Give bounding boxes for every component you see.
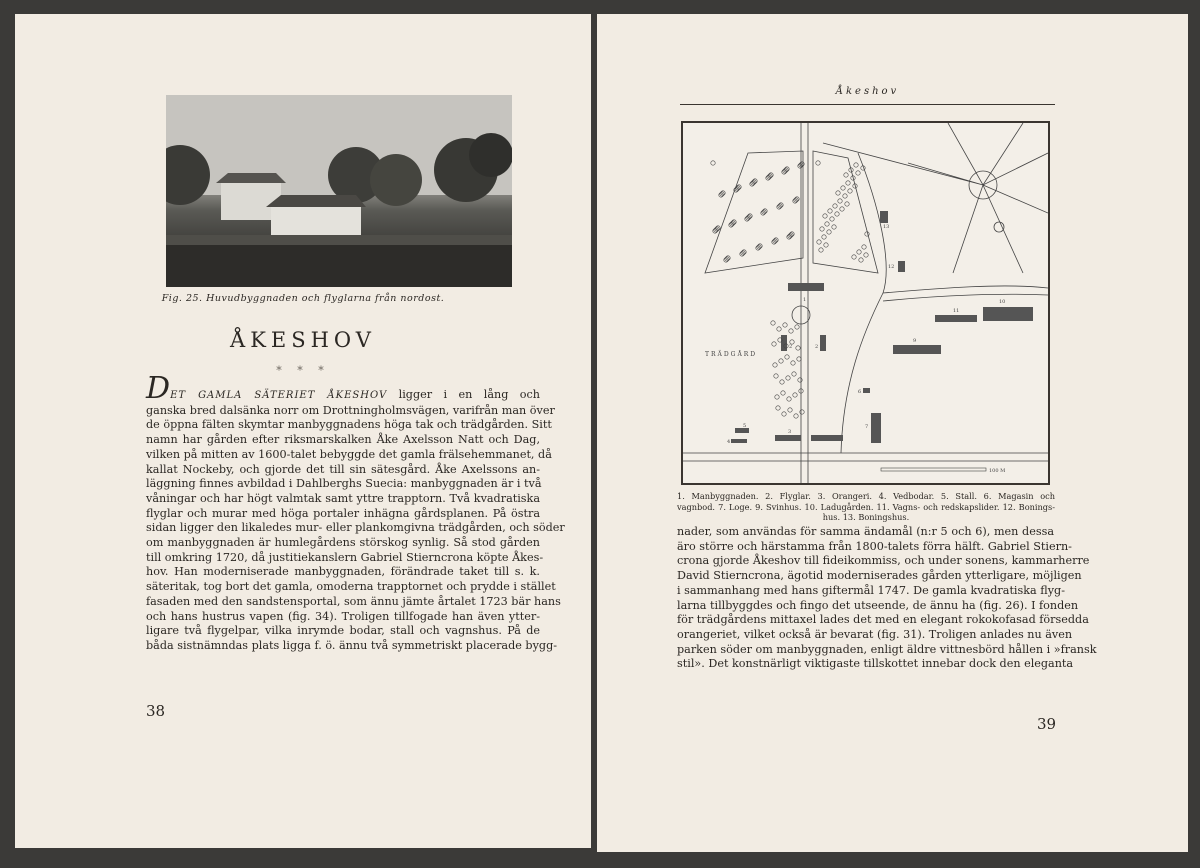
tree-mark	[841, 186, 845, 190]
scale-label: 100 M	[989, 468, 1006, 474]
tree-mark	[787, 397, 791, 401]
tree-mark	[780, 380, 784, 384]
text-line: vilken på mitten av 1600-talet bebyggde det gamla frälsehemmanet, då	[146, 447, 552, 461]
legend-line: hus. 13. Boningshus.	[822, 512, 910, 522]
text-line: flyglar och murar med höga portaler inhägna gårdsplanen. På östra	[146, 506, 540, 520]
text-line: våningar och har högt valmtak samt yttre trapptorn. Två kvadratiska	[146, 491, 540, 505]
small-caps-lead: ET GAMLA SÄTERIET ÅKESHOV	[170, 390, 388, 401]
tree-mark	[797, 357, 801, 361]
tree-mark	[848, 189, 852, 193]
text-line: David Stierncrona, ägotid moderniserades gården ytterligare, möjligen	[677, 569, 1082, 583]
map-number: 1	[803, 297, 807, 303]
text-line: i sammanhang med hans giftermål 1747. De gamla kvadratiska flyg-	[677, 583, 1065, 597]
tree-mark	[832, 225, 836, 229]
text-line: hov. Han moderniserade manbyggnaden, förändrade taket till s. k.	[146, 565, 540, 579]
map-number: 13	[883, 224, 890, 230]
left-page	[15, 14, 591, 848]
tree-mark	[776, 406, 780, 410]
tree-mark	[864, 253, 868, 257]
tree-mark	[820, 227, 824, 231]
tree-mark	[833, 204, 837, 208]
tree-mark	[857, 250, 861, 254]
tree-mark	[773, 239, 777, 243]
tree-mark	[836, 191, 840, 195]
tree-mark	[711, 161, 715, 165]
estate-map	[681, 121, 1050, 485]
page-number: 39	[1037, 715, 1057, 733]
tree-mark	[781, 391, 785, 395]
map-number: 2	[815, 344, 819, 350]
map-number: 12	[888, 264, 895, 270]
tree-mark	[794, 198, 798, 202]
tree-mark	[859, 258, 863, 262]
tree-mark	[774, 374, 778, 378]
tree-mark	[827, 230, 831, 234]
tree-mark	[720, 192, 724, 196]
running-head: Åkeshov	[835, 86, 900, 97]
text-line: larna tillbyggdes och fingo det utseende, de ännu ha (fig. 26). I fonden	[677, 598, 1079, 612]
tree-mark	[823, 214, 827, 218]
text-line: läggning finnes avbildad i Dahlberghs Suecia: manbyggnaden är i två	[146, 477, 542, 491]
tree-mark	[796, 346, 800, 350]
text-line: fasaden med den sandstensportal, som ännu jämte årtalet 1723 bär hans	[146, 594, 561, 608]
figure-caption: Fig. 25. Huvudbyggnaden och flyglarna från nordost.	[161, 293, 445, 304]
tree-mark	[838, 199, 842, 203]
tree-mark	[854, 163, 858, 167]
legend-line: 1. Manbyggnaden. 2. Flyglar. 3. Orangeri. 4. Vedbodar. 5. Stall. 6. Magasin och	[677, 491, 1055, 501]
tree-mark	[830, 217, 834, 221]
tree-mark	[819, 248, 823, 252]
text-line: säteritak, tog bort det gamla, omoderna trapptornet och prydde i stället	[146, 580, 556, 594]
tree-mark	[793, 393, 797, 397]
header-rule	[680, 104, 1055, 105]
text-line: crona gjorde Åkeshov till fideikommiss, och under sonens, kammarherre	[677, 554, 1090, 568]
text-line: sidan ligger den likaledes mur- eller plankomgivna trädgården, och söder	[146, 521, 565, 535]
tree-mark	[779, 359, 783, 363]
tree-mark	[846, 181, 850, 185]
text-line: nader, som användas för samma ändamål (n:r 5 och 6), men dessa	[677, 525, 1054, 538]
text-line: parken söder om manbyggnaden, enligt äldre vittnesbörd hållen i »fransk	[677, 642, 1097, 656]
tree-mark	[773, 363, 777, 367]
text-line: för trädgårdens mittaxel lades det med en elegant rokokofasad försedda	[677, 613, 1089, 627]
tree-mark	[865, 232, 869, 236]
tree-mark	[843, 194, 847, 198]
map-number: 4	[727, 439, 731, 445]
chapter-title: ÅKESHOV	[230, 328, 376, 352]
tree-mark	[795, 325, 799, 329]
tree-mark	[856, 171, 860, 175]
tree-mark	[852, 255, 856, 259]
left-body-text	[146, 371, 565, 654]
tree-mark	[778, 204, 782, 208]
tree-mark	[772, 342, 776, 346]
text-line: stil». Det konstnärligt viktigaste tillskottet innebar dock den eleganta	[677, 657, 1074, 671]
map-number: 3	[788, 429, 792, 435]
text-line: ganska bred dalsänka norr om Drottningholmsvägen, varifrån man över	[146, 403, 555, 417]
text-line: om manbyggnaden är humlegårdens störskog synlig. Så stod gården	[146, 536, 540, 550]
legend-line: vagnbod. 7. Loge. 9. Svinhus. 10. Ladugården. 11. Vagns- och redskapslider. 12. Bonings-	[677, 501, 1055, 512]
tree-mark	[786, 376, 790, 380]
tree-mark	[844, 173, 848, 177]
text-line: äro större och härstamma från 1800-talets förra hälft. Gabriel Stiern-	[677, 539, 1072, 553]
manor-photograph	[166, 95, 512, 287]
tree-mark	[775, 395, 779, 399]
tree-mark	[791, 361, 795, 365]
tree-mark	[741, 251, 745, 255]
map-number: 5	[743, 423, 747, 429]
tree-mark	[816, 161, 820, 165]
text-line: de öppna fälten skymtar manbyggnadens höga tak och trädgården. Sitt	[146, 418, 552, 432]
map-number: 11	[953, 308, 960, 314]
tree-mark	[800, 410, 804, 414]
tree-mark	[777, 327, 781, 331]
text-line: namn har gården efter riksmarskalken Åke Axelsson Natt och Dag,	[146, 433, 540, 447]
tree-mark	[798, 378, 802, 382]
text-line: båda sistnämndas plats ligga f. ö. ännu två symmetriskt placerade bygg-	[146, 638, 558, 652]
tree-mark	[835, 212, 839, 216]
map-legend	[677, 491, 1055, 523]
map-number: 7	[865, 424, 869, 430]
tree-mark	[822, 235, 826, 239]
tree-mark	[785, 355, 789, 359]
tree-mark	[794, 414, 798, 418]
map-number: 10	[999, 299, 1006, 305]
tree-mark	[757, 245, 761, 249]
tree-mark	[762, 210, 766, 214]
right-page	[597, 14, 1188, 852]
map-number: 2	[789, 344, 793, 350]
tree-mark	[788, 408, 792, 412]
tree-mark	[725, 257, 729, 261]
map-number: 9	[913, 338, 917, 344]
right-body-text	[677, 525, 1097, 672]
text-line: och hans hustrus vapen (fig. 34). Troligen tillfogade han även ytter-	[146, 609, 540, 623]
tree-mark	[771, 321, 775, 325]
tree-mark	[789, 329, 793, 333]
drop-cap: D	[146, 371, 171, 406]
tree-mark	[782, 412, 786, 416]
text-line: till omkring 1720, då justitiekanslern Gabriel Stierncrona köpte Åkes-	[146, 550, 544, 564]
page-number: 38	[146, 702, 166, 720]
map-number: 6	[858, 389, 862, 395]
text-line: ligare två flygelpar, vilka inrymde bodar, stall och vagnshus. På de	[146, 624, 540, 638]
tree-mark	[783, 323, 787, 327]
tree-mark	[824, 243, 828, 247]
tree-mark	[792, 372, 796, 376]
tree-mark	[845, 202, 849, 206]
first-line	[146, 371, 540, 406]
ornament-stars: * * *	[276, 364, 330, 377]
tree-mark	[825, 222, 829, 226]
tree-mark	[817, 240, 821, 244]
tree-mark	[862, 245, 866, 249]
text-line: ligger i en lång och	[387, 388, 540, 401]
garden-label: TRÄDGÅRD	[705, 351, 758, 358]
text-line: orangeriet, vilket också är bevarat (fig. 31). Troligen anlades nu även	[677, 627, 1073, 641]
tree-mark	[828, 209, 832, 213]
text-line: kallat Nockeby, och gjorde det till sin sätesgård. Åke Axelssons an-	[146, 462, 540, 476]
tree-mark	[840, 207, 844, 211]
